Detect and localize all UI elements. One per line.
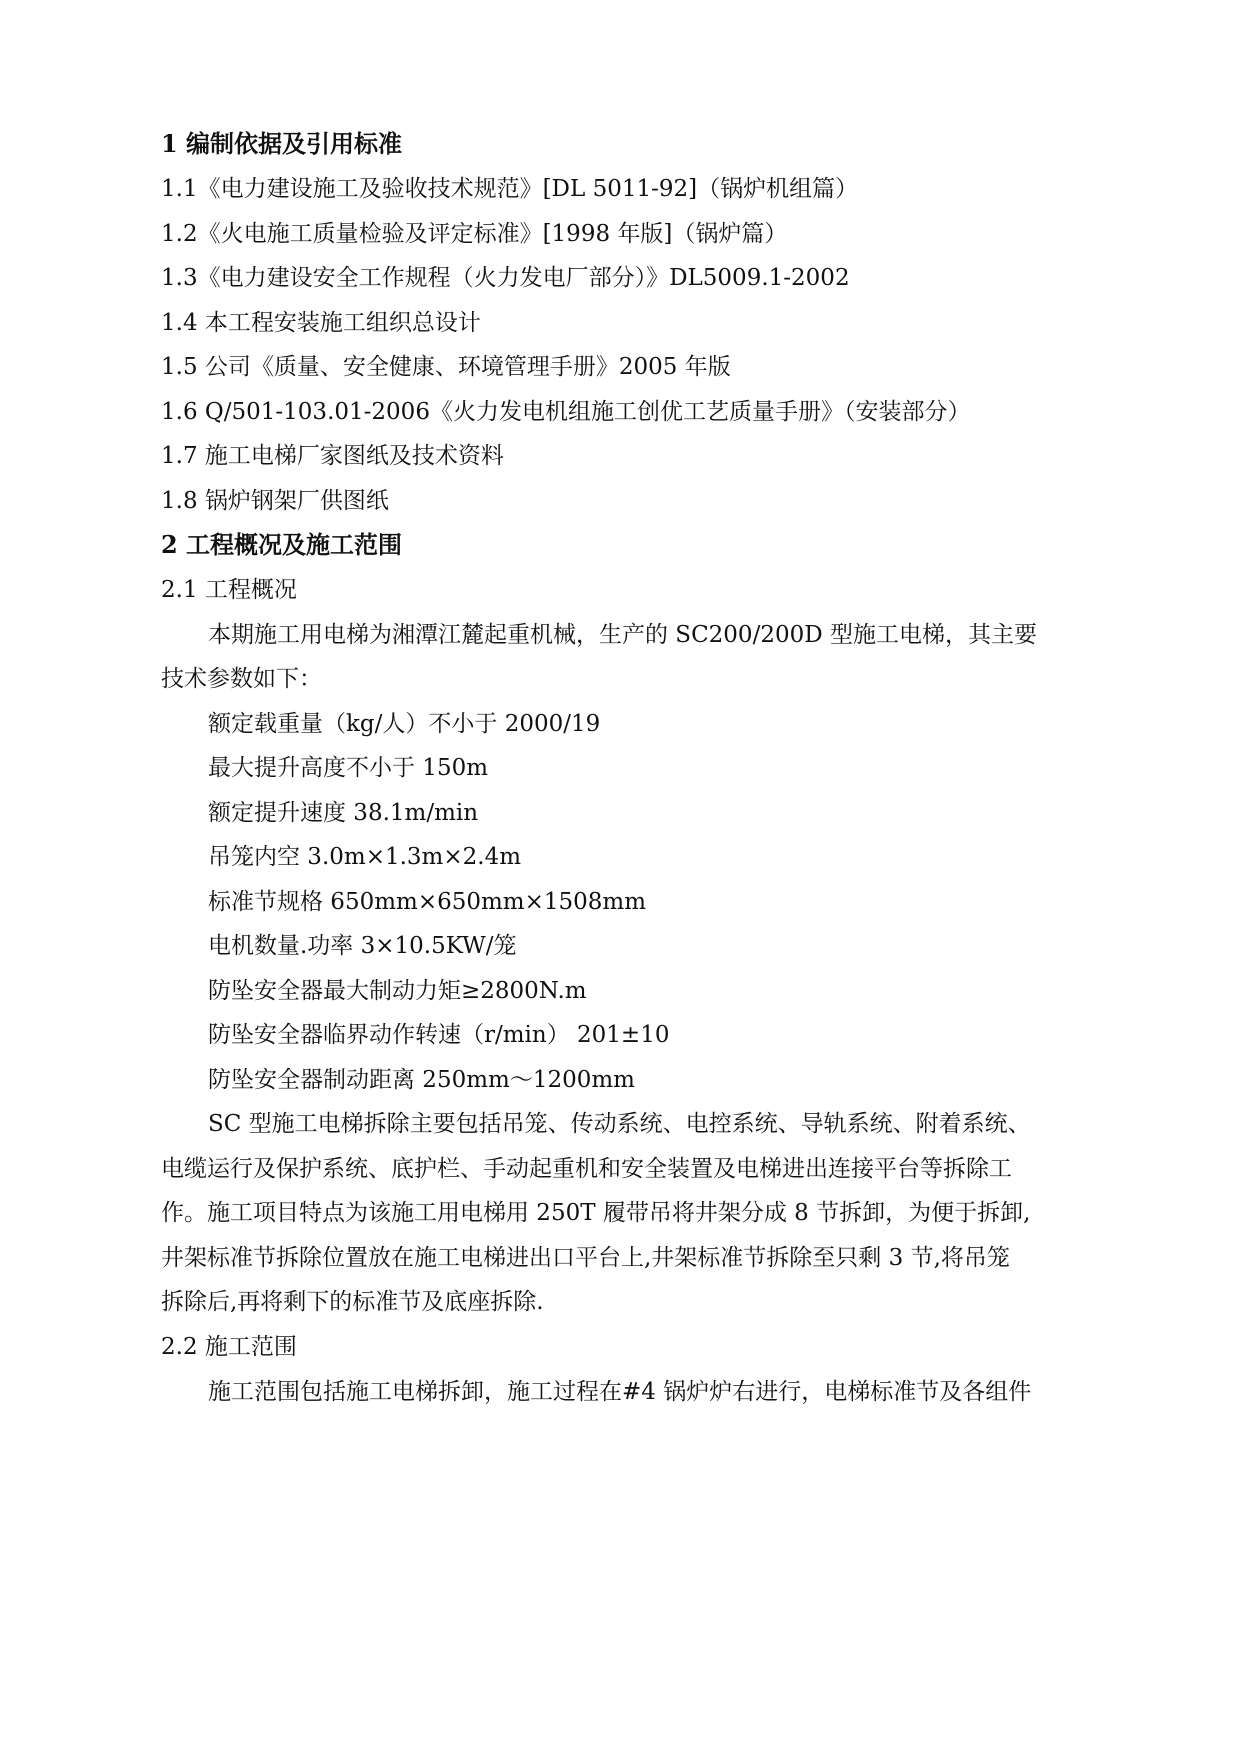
- reference-item-1-4: 1.4 本工程安装施工组织总设计: [161, 310, 481, 336]
- param-safety-device-speed: 防坠安全器临界动作转速（r/min） 201±10: [208, 1022, 670, 1048]
- param-braking-distance: 防坠安全器制动距离 250mm～1200mm: [208, 1067, 635, 1093]
- paragraph-line-2: 电缆运行及保护系统、底护栏、手动起重机和安全装置及电梯进出连接平台等拆除工: [161, 1156, 1012, 1182]
- reference-item-1-5: 1.5 公司《质量、安全健康、环境管理手册》2005 年版: [161, 354, 731, 380]
- intro-line-2: 技术参数如下：: [161, 666, 322, 692]
- section-1-heading: 1 编制依据及引用标准: [161, 129, 403, 158]
- param-cage-size: 吊笼内空 3.0m×1.3m×2.4m: [208, 844, 522, 870]
- scope-line-1: 施工范围包括施工电梯拆卸，施工过程在#4 锅炉炉右进行，电梯标准节及各组件: [208, 1379, 1032, 1405]
- reference-item-1-6: 1.6 Q/501-103.01-2006《火力发电机组施工创优工艺质量手册》（安装部分）: [161, 399, 971, 425]
- param-mast-section-size: 标准节规格 650mm×650mm×1508mm: [208, 889, 647, 915]
- paragraph-line-5: 拆除后,再将剩下的标准节及底座拆除.: [161, 1289, 544, 1315]
- reference-item-1-2: 1.2《火电施工质量检验及评定标准》[1998 年版]（锅炉篇）: [161, 221, 788, 247]
- reference-item-1-1: 1.1《电力建设施工及验收技术规范》[DL 5011-92]（锅炉机组篇）: [161, 176, 859, 202]
- intro-line-1: 本期施工用电梯为湘潭江麓起重机械，生产的 SC200/200D 型施工电梯，其主要: [208, 622, 1037, 648]
- param-rated-speed: 额定提升速度 38.1m/min: [208, 800, 479, 826]
- paragraph-line-4: 井架标准节拆除位置放在施工电梯进出口平台上,井架标准节拆除至只剩 3 节,将吊笼: [161, 1245, 1010, 1271]
- subsection-2-1-heading: 2.1 工程概况: [161, 577, 297, 603]
- subsection-2-2-heading: 2.2 施工范围: [161, 1334, 297, 1360]
- reference-item-1-7: 1.7 施工电梯厂家图纸及技术资料: [161, 443, 504, 469]
- param-safety-device-torque: 防坠安全器最大制动力矩≥2800N.m: [208, 978, 587, 1004]
- reference-item-1-3: 1.3《电力建设安全工作规程（火力发电厂部分）》DL5009.1-2002: [161, 265, 850, 291]
- param-rated-load: 额定载重量（kg/人）不小于 2000/19: [208, 711, 601, 737]
- paragraph-line-3: 作。施工项目特点为该施工用电梯用 250T 履带吊将井架分成 8 节拆卸，为便于拆卸,: [161, 1200, 1031, 1226]
- section-2-heading: 2 工程概况及施工范围: [161, 530, 403, 559]
- reference-item-1-8: 1.8 锅炉钢架厂供图纸: [161, 488, 389, 514]
- param-motor-power: 电机数量.功率 3×10.5KW/笼: [208, 933, 517, 959]
- param-max-lift-height: 最大提升高度不小于 150m: [208, 755, 489, 781]
- paragraph-line-1: SC 型施工电梯拆除主要包括吊笼、传动系统、电控系统、导轨系统、附着系统、: [208, 1111, 1031, 1137]
